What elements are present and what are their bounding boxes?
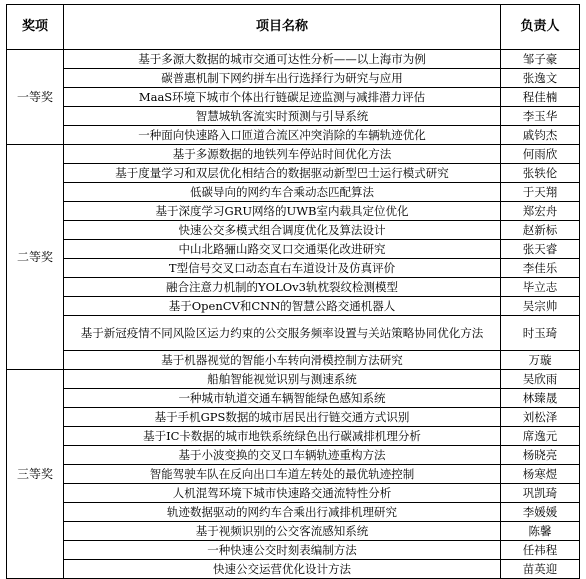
award-level-cell: 三等奖 bbox=[7, 370, 64, 579]
table-row bbox=[7, 145, 580, 164]
project-name-cell: 基于视频识别的公交客流感知系统 bbox=[64, 522, 501, 541]
project-name-cell: 中山北路骊山路交叉口交通渠化改进研究 bbox=[64, 240, 501, 259]
owner-cell: 毕立志 bbox=[501, 278, 580, 297]
table-row bbox=[7, 370, 580, 389]
table-row bbox=[7, 126, 580, 145]
table-row bbox=[7, 351, 580, 370]
owner-cell: 何雨欣 bbox=[501, 145, 580, 164]
owner-cell: 李媛媛 bbox=[501, 503, 580, 522]
award-list-sheet bbox=[6, 4, 579, 576]
owner-cell: 苗英迎 bbox=[501, 560, 580, 579]
table-row bbox=[7, 389, 580, 408]
project-name-cell: 船舶智能视觉识别与测速系统 bbox=[64, 370, 501, 389]
project-name-cell: 基于IC卡数据的城市地铁系统绿色出行碳减排机理分析 bbox=[64, 427, 501, 446]
table-row bbox=[7, 297, 580, 316]
table-row bbox=[7, 465, 580, 484]
owner-cell: 吴宗帅 bbox=[501, 297, 580, 316]
table-row bbox=[7, 541, 580, 560]
table-row bbox=[7, 560, 580, 579]
owner-cell: 巩凯琦 bbox=[501, 484, 580, 503]
project-name-cell: 一种面向快速路入口匝道合流区冲突消除的车辆轨迹优化 bbox=[64, 126, 501, 145]
project-name-cell: 智慧城轨客流实时预测与引导系统 bbox=[64, 107, 501, 126]
award-level-cell: 二等奖 bbox=[7, 145, 64, 370]
project-name-cell: 智能驾驶车队在反向出口车道左转处的最优轨迹控制 bbox=[64, 465, 501, 484]
table-row bbox=[7, 107, 580, 126]
owner-cell: 杨寒煜 bbox=[501, 465, 580, 484]
award-level-cell: 一等奖 bbox=[7, 50, 64, 145]
owner-cell: 刘松泽 bbox=[501, 408, 580, 427]
project-name-cell: 轨迹数据驱动的网约车合乘出行减排机理研究 bbox=[64, 503, 501, 522]
project-name-cell: 基于OpenCV和CNN的智慧公路交通机器人 bbox=[64, 297, 501, 316]
table-row bbox=[7, 88, 580, 107]
table-row bbox=[7, 446, 580, 465]
project-name-cell: MaaS环境下城市个体出行链碳足迹监测与减排潜力评估 bbox=[64, 88, 501, 107]
project-name-cell: 基于多源大数据的城市交通可达性分析——以上海市为例 bbox=[64, 50, 501, 69]
table-row bbox=[7, 503, 580, 522]
header-owner: 负责人 bbox=[501, 5, 580, 50]
owner-cell: 邹子豪 bbox=[501, 50, 580, 69]
owner-cell: 张轶伦 bbox=[501, 164, 580, 183]
table-row bbox=[7, 164, 580, 183]
table-row bbox=[7, 316, 580, 351]
project-name-cell: 基于度量学习和双层优化相结合的数据驱动新型巴士运行模式研究 bbox=[64, 164, 501, 183]
table-header-row bbox=[7, 5, 580, 50]
owner-cell: 郑宏舟 bbox=[501, 202, 580, 221]
project-name-cell: 一种快速公交时刻表编制方法 bbox=[64, 541, 501, 560]
project-name-cell: 基于小波变换的交叉口车辆轨迹重构方法 bbox=[64, 446, 501, 465]
table-row bbox=[7, 278, 580, 297]
table-row bbox=[7, 522, 580, 541]
table-row bbox=[7, 259, 580, 278]
owner-cell: 张天睿 bbox=[501, 240, 580, 259]
owner-cell: 万璇 bbox=[501, 351, 580, 370]
header-award: 奖项 bbox=[7, 5, 64, 50]
table-row bbox=[7, 408, 580, 427]
project-name-cell: 人机混驾环境下城市快速路交通流特性分析 bbox=[64, 484, 501, 503]
owner-cell: 戚钧杰 bbox=[501, 126, 580, 145]
project-name-cell: 快速公交运营优化设计方法 bbox=[64, 560, 501, 579]
project-name-cell: 基于机器视觉的智能小车转向滑模控制方法研究 bbox=[64, 351, 501, 370]
project-name-cell: 快速公交多模式组合调度优化及算法设计 bbox=[64, 221, 501, 240]
table-row bbox=[7, 50, 580, 69]
project-name-cell: 低碳导向的网约车合乘动态匹配算法 bbox=[64, 183, 501, 202]
project-name-cell: 一种城市轨道交通车辆智能绿色感知系统 bbox=[64, 389, 501, 408]
owner-cell: 时玉琦 bbox=[501, 316, 580, 351]
project-name-cell: 基于新冠疫情不同风险区运力约束的公交服务频率设置与关站策略协同优化方法 bbox=[64, 316, 501, 351]
table-row bbox=[7, 69, 580, 88]
owner-cell: 杨晓亮 bbox=[501, 446, 580, 465]
table-body bbox=[7, 50, 580, 579]
table-row bbox=[7, 221, 580, 240]
table-row bbox=[7, 427, 580, 446]
project-name-cell: 融合注意力机制的YOLOv3轨枕裂纹检测模型 bbox=[64, 278, 501, 297]
project-name-cell: 碳普惠机制下网约拼车出行选择行为研究与应用 bbox=[64, 69, 501, 88]
table-row bbox=[7, 484, 580, 503]
project-name-cell: 基于手机GPS数据的城市居民出行链交通方式识别 bbox=[64, 408, 501, 427]
project-name-cell: 基于多源数据的地铁列车停站时间优化方法 bbox=[64, 145, 501, 164]
owner-cell: 席逸元 bbox=[501, 427, 580, 446]
owner-cell: 李玉华 bbox=[501, 107, 580, 126]
owner-cell: 程佳楠 bbox=[501, 88, 580, 107]
award-table bbox=[6, 4, 580, 579]
header-project: 项目名称 bbox=[64, 5, 501, 50]
table-row bbox=[7, 240, 580, 259]
owner-cell: 张逸文 bbox=[501, 69, 580, 88]
owner-cell: 林臻晟 bbox=[501, 389, 580, 408]
owner-cell: 吴欣雨 bbox=[501, 370, 580, 389]
owner-cell: 任祎程 bbox=[501, 541, 580, 560]
owner-cell: 赵新标 bbox=[501, 221, 580, 240]
project-name-cell: T型信号交叉口动态直右车道设计及仿真评价 bbox=[64, 259, 501, 278]
project-name-cell: 基于深度学习GRU网络的UWB室内载具定位优化 bbox=[64, 202, 501, 221]
table-row bbox=[7, 202, 580, 221]
owner-cell: 李佳乐 bbox=[501, 259, 580, 278]
owner-cell: 陈馨 bbox=[501, 522, 580, 541]
table-row bbox=[7, 183, 580, 202]
owner-cell: 于天翔 bbox=[501, 183, 580, 202]
